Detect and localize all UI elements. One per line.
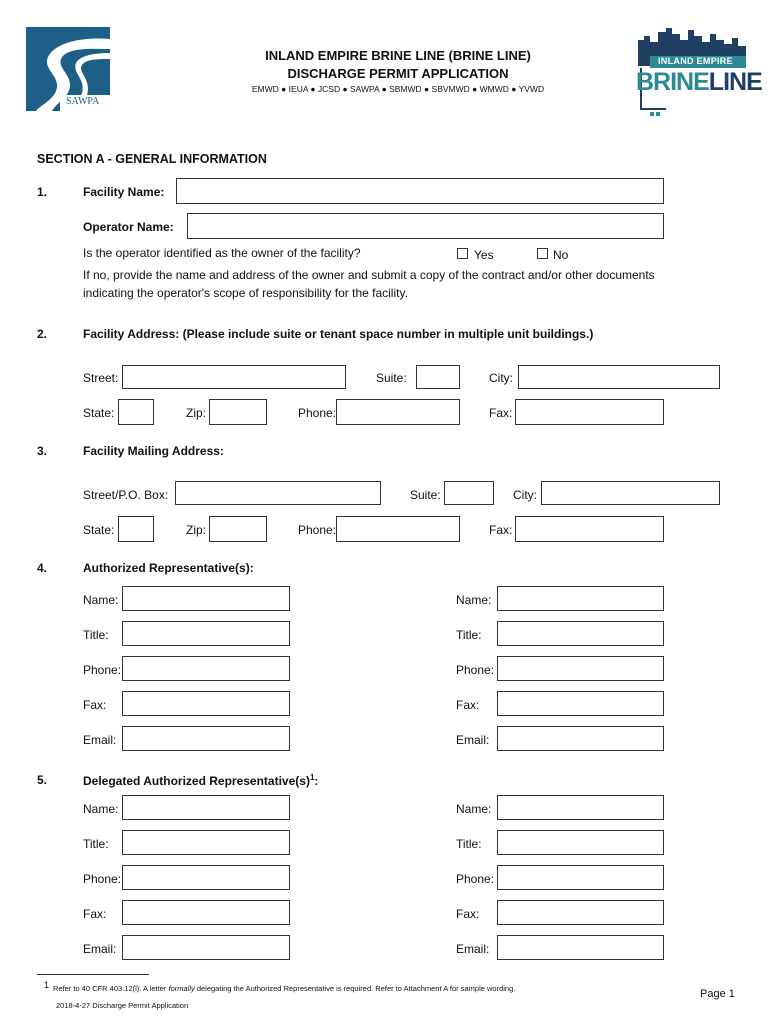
mailing-zip-input[interactable] — [209, 516, 267, 542]
authorized-rep-heading: Authorized Representative(s): — [83, 561, 254, 575]
owner-yes-label: Yes — [474, 248, 494, 262]
owner-instruction-line2: indicating the operator's scope of responsibility for the facility. — [83, 286, 408, 300]
dar1-email-label: Email: — [83, 942, 117, 956]
facility-fax-label: Fax: — [489, 406, 513, 420]
facility-zip-input[interactable] — [209, 399, 267, 425]
dar2-name-input[interactable] — [497, 795, 664, 820]
facility-street-input[interactable] — [122, 365, 346, 389]
facility-city-input[interactable] — [518, 365, 720, 389]
footnote-text — [53, 984, 515, 993]
sawpa-logo — [26, 27, 110, 111]
facility-state-input[interactable] — [118, 399, 154, 425]
document-id: 2018-4-27 Discharge Permit Application — [56, 1001, 189, 1010]
facility-suite-label: Suite: — [376, 371, 407, 385]
facility-phone-label: Phone: — [298, 406, 337, 420]
ar2-name-input[interactable] — [497, 586, 664, 611]
mailing-address-heading: Facility Mailing Address: — [83, 444, 224, 458]
facility-suite-input[interactable] — [416, 365, 460, 389]
footnote-text-pre: Refer to 40 CFR 403.12(l). A letter — [53, 984, 169, 993]
ar1-phone-label: Phone: — [83, 663, 122, 677]
ar2-email-label: Email: — [456, 733, 490, 747]
dar2-email-label: Email: — [456, 942, 490, 956]
ar2-fax-label: Fax: — [456, 698, 480, 712]
facility-state-label: State: — [83, 406, 115, 420]
mailing-zip-label: Zip: — [186, 523, 207, 537]
section-a-heading: SECTION A - GENERAL INFORMATION — [37, 152, 267, 166]
operator-name-input[interactable] — [187, 213, 664, 239]
footnote-text-post: delegating the Authorized Representative is required. Refer to Attachment A for sample wording. — [194, 984, 516, 993]
member-agencies: EMWD ● IEUA ● JCSD ● SAWPA ● SBMWD ● SBVMWD ● WMWD ● YVWD — [251, 84, 545, 94]
mailing-suite-input[interactable] — [444, 481, 494, 505]
delegated-rep-heading: Delegated Authorized Representative(s) — [83, 774, 310, 788]
ar1-name-label: Name: — [83, 593, 119, 607]
ar1-phone-input[interactable] — [122, 656, 290, 681]
facility-city-label: City: — [489, 371, 513, 385]
facility-address-heading: Facility Address: (Please include suite or tenant space number in multiple unit buildings.) — [83, 327, 594, 341]
dar2-email-input[interactable] — [497, 935, 664, 960]
facility-phone-input[interactable] — [336, 399, 460, 425]
mailing-city-label: City: — [513, 488, 537, 502]
ar2-phone-input[interactable] — [497, 656, 664, 681]
footnote-text-em: formally — [168, 984, 195, 993]
facility-zip-label: Zip: — [186, 406, 207, 420]
mailing-state-label: State: — [83, 523, 115, 537]
ar2-title-input[interactable] — [497, 621, 664, 646]
ar2-email-input[interactable] — [497, 726, 664, 751]
document-title-line2: DISCHARGE PERMIT APPLICATION — [287, 66, 509, 81]
q1-number: 1. — [37, 185, 48, 199]
dar1-phone-label: Phone: — [83, 872, 122, 886]
dar1-name-input[interactable] — [122, 795, 290, 820]
ar1-title-label: Title: — [83, 628, 109, 642]
mailing-street-input[interactable] — [175, 481, 381, 505]
operator-name-label: Operator Name: — [83, 220, 174, 234]
dar1-name-label: Name: — [83, 802, 119, 816]
dar2-fax-label: Fax: — [456, 907, 480, 921]
q4-number: 4. — [37, 561, 48, 575]
q5-number: 5. — [37, 773, 48, 787]
footnote-ref: 1 — [309, 773, 315, 782]
dar2-title-input[interactable] — [497, 830, 664, 855]
ar1-email-input[interactable] — [122, 726, 290, 751]
ar1-title-input[interactable] — [122, 621, 290, 646]
owner-no-label: No — [553, 248, 569, 262]
mailing-street-label: Street/P.O. Box: — [83, 488, 169, 502]
brine-logo-line-text: LINE — [708, 68, 762, 96]
ar2-phone-label: Phone: — [456, 663, 495, 677]
facility-fax-input[interactable] — [515, 399, 664, 425]
dar1-fax-input[interactable] — [122, 900, 290, 925]
dar2-fax-input[interactable] — [497, 900, 664, 925]
ar1-fax-input[interactable] — [122, 691, 290, 716]
dar2-name-label: Name: — [456, 802, 492, 816]
facility-street-label: Street: — [83, 371, 119, 385]
footnote-number: 1 — [44, 980, 50, 990]
mailing-fax-label: Fax: — [489, 523, 513, 537]
dar1-fax-label: Fax: — [83, 907, 107, 921]
document-title-line1: INLAND EMPIRE BRINE LINE (BRINE LINE) — [265, 48, 531, 63]
dar1-title-label: Title: — [83, 837, 109, 851]
facility-name-input[interactable] — [176, 178, 664, 204]
ar1-name-input[interactable] — [122, 586, 290, 611]
page-number: Page 1 — [700, 988, 735, 1000]
mailing-fax-input[interactable] — [515, 516, 664, 542]
brine-line-logo — [636, 26, 762, 120]
q3-number: 3. — [37, 444, 48, 458]
facility-name-label: Facility Name: — [83, 185, 165, 199]
ar2-title-label: Title: — [456, 628, 482, 642]
ar2-name-label: Name: — [456, 593, 492, 607]
owner-instruction-line1: If no, provide the name and address of the owner and submit a copy of the contract and/or other documents — [83, 268, 655, 282]
footnote-divider — [37, 974, 149, 975]
mailing-state-input[interactable] — [118, 516, 154, 542]
delegated-rep-heading-wrap — [83, 773, 318, 788]
mailing-phone-input[interactable] — [336, 516, 460, 542]
brine-logo-brine-text: BRINE — [636, 68, 709, 96]
delegated-rep-heading-colon: : — [314, 774, 319, 788]
mailing-city-input[interactable] — [541, 481, 720, 505]
owner-question: Is the operator identified as the owner of the facility? — [83, 246, 361, 260]
dar1-title-input[interactable] — [122, 830, 290, 855]
owner-no-checkbox[interactable] — [537, 248, 548, 259]
mailing-phone-label: Phone: — [298, 523, 337, 537]
dar2-phone-label: Phone: — [456, 872, 495, 886]
ar1-email-label: Email: — [83, 733, 117, 747]
owner-yes-checkbox[interactable] — [457, 248, 468, 259]
sawpa-logo-text: SAWPA — [66, 96, 100, 107]
dar2-title-label: Title: — [456, 837, 482, 851]
dar1-phone-input[interactable] — [122, 865, 290, 890]
ar2-fax-input[interactable] — [497, 691, 664, 716]
dar1-email-input[interactable] — [122, 935, 290, 960]
q2-number: 2. — [37, 327, 48, 341]
dar2-phone-input[interactable] — [497, 865, 664, 890]
ar1-fax-label: Fax: — [83, 698, 107, 712]
mailing-suite-label: Suite: — [410, 488, 441, 502]
brine-logo-top-text: INLAND EMPIRE — [658, 56, 733, 66]
